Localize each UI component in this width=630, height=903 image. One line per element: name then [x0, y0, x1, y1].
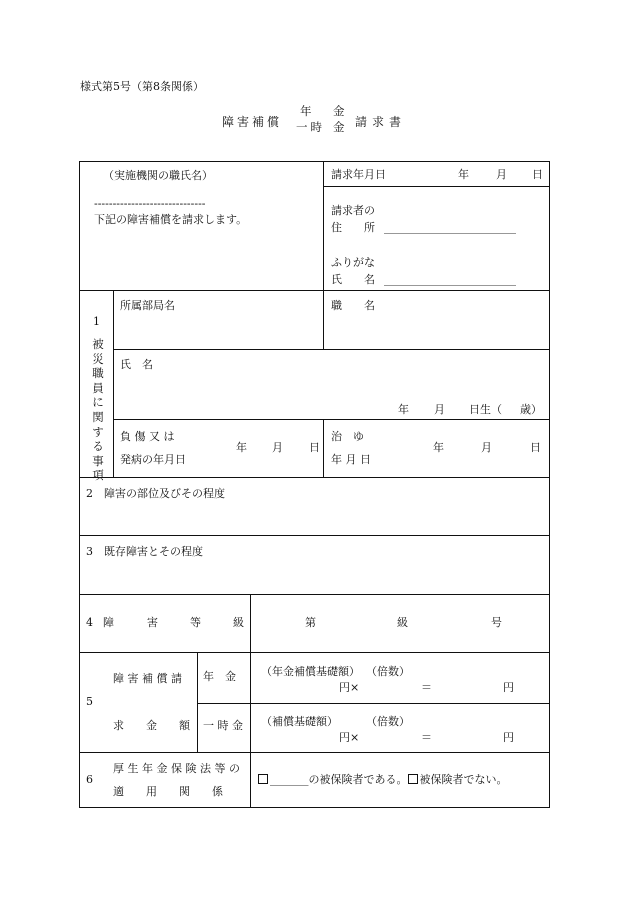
section6-number: 6: [86, 773, 93, 786]
insurance-name-blank[interactable]: _______: [270, 773, 309, 786]
title-nen: 年: [300, 104, 312, 118]
insurance-status-row: [258, 774, 508, 785]
injury-date-label-2: 発病の年月日: [120, 453, 186, 466]
not-insured-checkbox[interactable]: [408, 774, 418, 784]
cure-date-label-1: 治 ゆ: [331, 430, 364, 443]
employee-name-label: 氏 名: [120, 358, 153, 371]
title-kin-bottom: 金: [333, 120, 345, 134]
dept-label: 所属部局名: [120, 299, 175, 312]
cure-day-unit[interactable]: 日: [530, 441, 541, 454]
request-date-label: 請求年月日: [331, 168, 386, 181]
title-kin-top: 金: [333, 104, 345, 118]
lump-yen-times[interactable]: 円×: [339, 731, 360, 744]
birth-day-label[interactable]: 日生（: [469, 403, 502, 416]
pension-label: 年 金: [203, 670, 236, 683]
job-title-label: 職 名: [331, 299, 375, 312]
address-label: 住 所: [331, 221, 375, 234]
injury-month-unit[interactable]: 月: [272, 441, 283, 454]
title-main: 障害補償: [222, 115, 283, 129]
insured-checkbox[interactable]: [258, 774, 268, 784]
claimant-label: 請求者の: [331, 204, 375, 217]
cure-year-unit[interactable]: 年: [433, 441, 444, 454]
address-line[interactable]: ________________________: [384, 221, 516, 234]
section4-label-char-3: 等: [190, 616, 201, 629]
section4-label-char-4: 級: [233, 616, 244, 629]
furigana-label: ふりがな: [331, 256, 375, 269]
section4-number: 4: [86, 616, 93, 629]
form-number: 様式第5号（第8条関係）: [80, 80, 204, 93]
insured-text: の被保険者である。: [308, 773, 408, 786]
lump-yen[interactable]: 円: [503, 731, 514, 744]
birth-month-unit[interactable]: 月: [434, 403, 445, 416]
request-year-unit[interactable]: 年: [458, 168, 469, 181]
pension-yen-times[interactable]: 円×: [339, 681, 360, 694]
grade-dai[interactable]: 第: [305, 616, 316, 629]
section2-label: 2 障害の部位及びその程度: [86, 487, 225, 500]
claimant-name-line[interactable]: ________________________: [384, 273, 516, 286]
lump-sum-label: 一 時 金: [203, 719, 243, 732]
pension-equals: ＝: [421, 681, 432, 694]
section5-label-line2: 求 金 額: [113, 719, 190, 732]
pension-base-label: （年金補償基礎額）: [261, 665, 360, 678]
injury-year-unit[interactable]: 年: [236, 441, 247, 454]
section6-label-line1: 厚 生 年 金 保 険 法 等 の: [113, 762, 240, 775]
grade-kyu[interactable]: 級: [397, 616, 408, 629]
cure-date-label-2: 年 月 日: [331, 453, 371, 466]
request-day-unit[interactable]: 日: [532, 168, 543, 181]
title-ichiji: 一時: [296, 120, 325, 134]
section5-number: 5: [86, 695, 93, 708]
lump-equals: ＝: [421, 731, 432, 744]
not-insured-text: 被保険者でない。: [419, 773, 508, 786]
section1-vertical-label: 被災職員に関する事項: [92, 337, 104, 483]
grade-go[interactable]: 号: [491, 616, 502, 629]
pension-multiplier-label: （倍数）: [366, 665, 410, 678]
cure-month-unit[interactable]: 月: [481, 441, 492, 454]
agency-label: （実施機関の職氏名）: [103, 169, 213, 182]
section3-label: 3 既存障害とその程度: [86, 545, 203, 558]
request-statement: 下記の障害補償を請求します。: [94, 213, 248, 226]
injury-date-label-1: 負 傷 又 は: [120, 430, 175, 443]
pension-yen[interactable]: 円: [503, 681, 514, 694]
title-seikyusho: 請求書: [355, 115, 407, 129]
birth-year-unit[interactable]: 年: [398, 403, 409, 416]
age-label[interactable]: 歳）: [520, 403, 542, 416]
lump-multiplier-label: （倍数）: [366, 715, 410, 728]
table-border: [80, 162, 550, 808]
section5-label-line1: 障 害 補 償 請: [113, 672, 182, 685]
lump-base-label: （補償基礎額）: [261, 715, 338, 728]
request-month-unit[interactable]: 月: [496, 168, 507, 181]
section4-label-char-2: 害: [147, 616, 158, 629]
section6-label-line2: 適 用 関 係: [113, 785, 223, 798]
claimant-name-label: 氏 名: [331, 273, 375, 286]
injury-day-unit[interactable]: 日: [309, 441, 320, 454]
agency-name-line[interactable]: ------------------------------: [94, 197, 206, 210]
section4-label-char-1: 障: [103, 616, 114, 629]
section1-number: 1: [93, 315, 100, 328]
